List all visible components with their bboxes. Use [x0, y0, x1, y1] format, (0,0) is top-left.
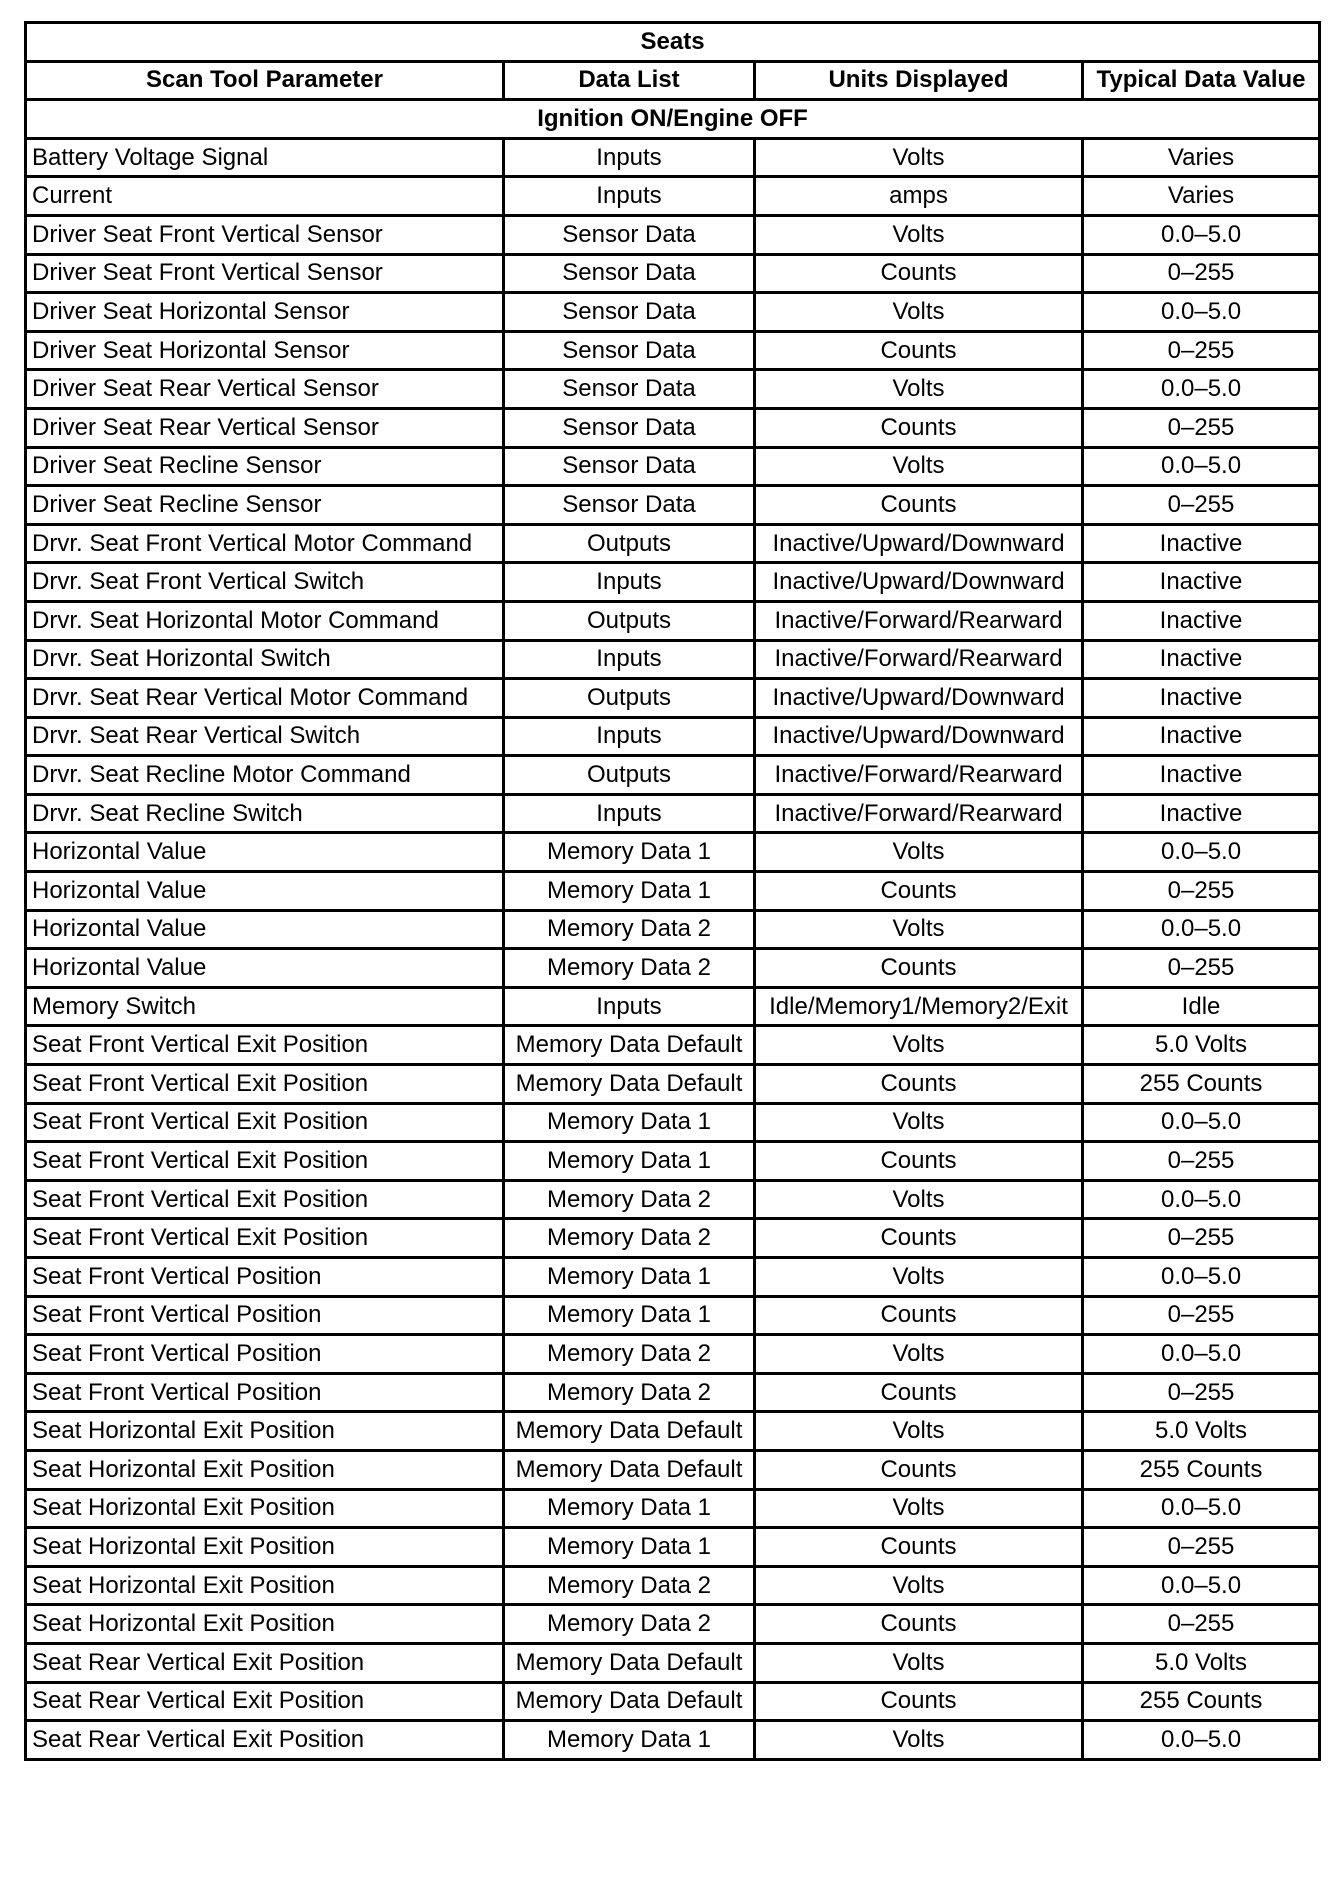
cell-parameter: Driver Seat Recline Sensor — [26, 447, 504, 486]
cell-parameter: Horizontal Value — [26, 833, 504, 872]
cell-data-list: Sensor Data — [504, 486, 755, 525]
cell-parameter: Drvr. Seat Front Vertical Motor Command — [26, 524, 504, 563]
table-body — [26, 23, 1320, 1760]
cell-parameter: Seat Front Vertical Position — [26, 1335, 504, 1374]
cell-parameter: Driver Seat Horizontal Sensor — [26, 293, 504, 332]
table-row — [26, 910, 1320, 949]
cell-typical-value: 0.0–5.0 — [1083, 1258, 1320, 1297]
cell-parameter: Seat Front Vertical Position — [26, 1373, 504, 1412]
cell-parameter: Seat Horizontal Exit Position — [26, 1489, 504, 1528]
table-row — [26, 601, 1320, 640]
cell-data-list: Sensor Data — [504, 254, 755, 293]
table-title: Seats — [26, 23, 1320, 62]
cell-data-list: Outputs — [504, 679, 755, 718]
table-row — [26, 717, 1320, 756]
table-row — [26, 177, 1320, 216]
cell-units: Counts — [755, 486, 1083, 525]
cell-typical-value: 0–255 — [1083, 1528, 1320, 1567]
cell-units: Volts — [755, 1335, 1083, 1374]
table-row — [26, 331, 1320, 370]
cell-parameter: Drvr. Seat Front Vertical Switch — [26, 563, 504, 602]
cell-data-list: Memory Data 1 — [504, 1721, 755, 1760]
cell-parameter: Seat Front Vertical Exit Position — [26, 1103, 504, 1142]
cell-parameter: Drvr. Seat Rear Vertical Switch — [26, 717, 504, 756]
cell-parameter: Horizontal Value — [26, 949, 504, 988]
cell-data-list: Inputs — [504, 640, 755, 679]
cell-data-list: Sensor Data — [504, 408, 755, 447]
table-row — [26, 138, 1320, 177]
cell-typical-value: 0.0–5.0 — [1083, 293, 1320, 332]
cell-units: Volts — [755, 1566, 1083, 1605]
table-row — [26, 679, 1320, 718]
cell-typical-value: Inactive — [1083, 794, 1320, 833]
header-data-list: Data List — [504, 61, 755, 100]
cell-parameter: Seat Horizontal Exit Position — [26, 1566, 504, 1605]
cell-typical-value: Varies — [1083, 138, 1320, 177]
cell-typical-value: 0–255 — [1083, 1605, 1320, 1644]
cell-data-list: Sensor Data — [504, 331, 755, 370]
table-row — [26, 293, 1320, 332]
cell-units: Counts — [755, 872, 1083, 911]
cell-parameter: Seat Front Vertical Exit Position — [26, 1180, 504, 1219]
cell-data-list: Memory Data 2 — [504, 1219, 755, 1258]
cell-data-list: Memory Data 1 — [504, 1528, 755, 1567]
cell-typical-value: Inactive — [1083, 717, 1320, 756]
cell-parameter: Current — [26, 177, 504, 216]
table-row — [26, 486, 1320, 525]
cell-typical-value: 0.0–5.0 — [1083, 215, 1320, 254]
table-row — [26, 563, 1320, 602]
cell-typical-value: Inactive — [1083, 524, 1320, 563]
seats-data-table — [24, 21, 1321, 1761]
cell-units: Volts — [755, 1103, 1083, 1142]
cell-typical-value: 255 Counts — [1083, 1065, 1320, 1104]
cell-units: Counts — [755, 949, 1083, 988]
cell-units: Volts — [755, 215, 1083, 254]
cell-units: Volts — [755, 1412, 1083, 1451]
cell-parameter: Drvr. Seat Recline Switch — [26, 794, 504, 833]
cell-units: Counts — [755, 1219, 1083, 1258]
cell-data-list: Outputs — [504, 601, 755, 640]
title-row — [26, 23, 1320, 62]
cell-data-list: Memory Data 2 — [504, 910, 755, 949]
cell-units: Counts — [755, 331, 1083, 370]
cell-units: Counts — [755, 1296, 1083, 1335]
cell-parameter: Drvr. Seat Rear Vertical Motor Command — [26, 679, 504, 718]
table-row — [26, 987, 1320, 1026]
cell-data-list: Inputs — [504, 138, 755, 177]
cell-data-list: Inputs — [504, 717, 755, 756]
cell-units: Counts — [755, 254, 1083, 293]
cell-typical-value: 0–255 — [1083, 486, 1320, 525]
cell-typical-value: 0–255 — [1083, 872, 1320, 911]
table-row — [26, 254, 1320, 293]
cell-typical-value: Inactive — [1083, 679, 1320, 718]
cell-units: Counts — [755, 1065, 1083, 1104]
cell-data-list: Sensor Data — [504, 370, 755, 409]
cell-units: Idle/Memory1/Memory2/Exit — [755, 987, 1083, 1026]
cell-units: Volts — [755, 910, 1083, 949]
table-row — [26, 1682, 1320, 1721]
section-row — [26, 100, 1320, 139]
table-row — [26, 1180, 1320, 1219]
cell-data-list: Memory Data 1 — [504, 872, 755, 911]
table-row — [26, 1296, 1320, 1335]
cell-data-list: Memory Data 1 — [504, 833, 755, 872]
cell-parameter: Drvr. Seat Recline Motor Command — [26, 756, 504, 795]
table-row — [26, 370, 1320, 409]
table-row — [26, 949, 1320, 988]
cell-typical-value: 0–255 — [1083, 1219, 1320, 1258]
table-row — [26, 1566, 1320, 1605]
cell-typical-value: 0.0–5.0 — [1083, 910, 1320, 949]
cell-units: Volts — [755, 1721, 1083, 1760]
cell-data-list: Memory Data Default — [504, 1026, 755, 1065]
table-row — [26, 756, 1320, 795]
cell-parameter: Seat Front Vertical Exit Position — [26, 1026, 504, 1065]
table-row — [26, 1721, 1320, 1760]
header-scan-tool-parameter: Scan Tool Parameter — [26, 61, 504, 100]
cell-parameter: Seat Horizontal Exit Position — [26, 1528, 504, 1567]
table-row — [26, 1528, 1320, 1567]
table-row — [26, 640, 1320, 679]
cell-data-list: Sensor Data — [504, 447, 755, 486]
cell-typical-value: 0–255 — [1083, 1142, 1320, 1181]
cell-parameter: Seat Rear Vertical Exit Position — [26, 1682, 504, 1721]
cell-units: Counts — [755, 1142, 1083, 1181]
table-row — [26, 1219, 1320, 1258]
cell-parameter: Memory Switch — [26, 987, 504, 1026]
cell-typical-value: 0–255 — [1083, 331, 1320, 370]
cell-typical-value: Inactive — [1083, 640, 1320, 679]
cell-typical-value: 0.0–5.0 — [1083, 370, 1320, 409]
cell-data-list: Outputs — [504, 756, 755, 795]
table-row — [26, 1412, 1320, 1451]
table-row — [26, 1103, 1320, 1142]
cell-units: Inactive/Forward/Rearward — [755, 640, 1083, 679]
cell-typical-value: Inactive — [1083, 601, 1320, 640]
cell-parameter: Seat Front Vertical Position — [26, 1296, 504, 1335]
cell-units: Inactive/Forward/Rearward — [755, 601, 1083, 640]
cell-data-list: Memory Data Default — [504, 1065, 755, 1104]
cell-parameter: Driver Seat Front Vertical Sensor — [26, 215, 504, 254]
cell-data-list: Memory Data Default — [504, 1682, 755, 1721]
table-row — [26, 1142, 1320, 1181]
cell-units: Inactive/Upward/Downward — [755, 563, 1083, 602]
cell-units: Inactive/Forward/Rearward — [755, 794, 1083, 833]
cell-units: Counts — [755, 1373, 1083, 1412]
cell-typical-value: Inactive — [1083, 756, 1320, 795]
cell-units: Volts — [755, 1258, 1083, 1297]
table-row — [26, 833, 1320, 872]
cell-units: Volts — [755, 293, 1083, 332]
cell-data-list: Memory Data 1 — [504, 1489, 755, 1528]
header-row — [26, 61, 1320, 100]
cell-typical-value: 255 Counts — [1083, 1450, 1320, 1489]
cell-parameter: Seat Horizontal Exit Position — [26, 1605, 504, 1644]
table-row — [26, 1065, 1320, 1104]
cell-data-list: Memory Data 2 — [504, 1566, 755, 1605]
cell-units: Inactive/Upward/Downward — [755, 679, 1083, 718]
cell-parameter: Driver Seat Front Vertical Sensor — [26, 254, 504, 293]
table-row — [26, 1026, 1320, 1065]
cell-typical-value: 5.0 Volts — [1083, 1412, 1320, 1451]
cell-typical-value: Varies — [1083, 177, 1320, 216]
cell-parameter: Seat Rear Vertical Exit Position — [26, 1643, 504, 1682]
cell-units: Volts — [755, 447, 1083, 486]
cell-typical-value: Idle — [1083, 987, 1320, 1026]
cell-typical-value: 0–255 — [1083, 1373, 1320, 1412]
cell-typical-value: 0.0–5.0 — [1083, 1489, 1320, 1528]
cell-typical-value: 0–255 — [1083, 1296, 1320, 1335]
cell-data-list: Inputs — [504, 987, 755, 1026]
cell-data-list: Memory Data Default — [504, 1450, 755, 1489]
cell-typical-value: 0.0–5.0 — [1083, 447, 1320, 486]
cell-data-list: Memory Data 2 — [504, 1605, 755, 1644]
cell-typical-value: 0.0–5.0 — [1083, 1335, 1320, 1374]
table-row — [26, 408, 1320, 447]
table-row — [26, 447, 1320, 486]
cell-typical-value: 0–255 — [1083, 949, 1320, 988]
cell-units: Counts — [755, 408, 1083, 447]
cell-units: Counts — [755, 1682, 1083, 1721]
cell-units: Volts — [755, 833, 1083, 872]
cell-data-list: Outputs — [504, 524, 755, 563]
table-row — [26, 1258, 1320, 1297]
cell-data-list: Memory Data Default — [504, 1643, 755, 1682]
cell-parameter: Battery Voltage Signal — [26, 138, 504, 177]
cell-units: amps — [755, 177, 1083, 216]
cell-units: Volts — [755, 1026, 1083, 1065]
table-row — [26, 524, 1320, 563]
cell-data-list: Inputs — [504, 177, 755, 216]
cell-units: Inactive/Forward/Rearward — [755, 756, 1083, 795]
cell-typical-value: 5.0 Volts — [1083, 1026, 1320, 1065]
table-row — [26, 1489, 1320, 1528]
cell-data-list: Memory Data 2 — [504, 1180, 755, 1219]
table-row — [26, 1643, 1320, 1682]
cell-units: Volts — [755, 1489, 1083, 1528]
cell-parameter: Horizontal Value — [26, 910, 504, 949]
cell-typical-value: 0–255 — [1083, 254, 1320, 293]
cell-data-list: Memory Data 2 — [504, 1335, 755, 1374]
cell-parameter: Driver Seat Recline Sensor — [26, 486, 504, 525]
cell-parameter: Drvr. Seat Horizontal Switch — [26, 640, 504, 679]
cell-units: Volts — [755, 1180, 1083, 1219]
cell-data-list: Sensor Data — [504, 215, 755, 254]
table-row — [26, 1605, 1320, 1644]
table-row — [26, 1335, 1320, 1374]
cell-parameter: Driver Seat Rear Vertical Sensor — [26, 408, 504, 447]
table-row — [26, 215, 1320, 254]
cell-units: Counts — [755, 1450, 1083, 1489]
cell-units: Volts — [755, 1643, 1083, 1682]
cell-data-list: Inputs — [504, 563, 755, 602]
cell-parameter: Seat Front Vertical Exit Position — [26, 1142, 504, 1181]
cell-parameter: Seat Rear Vertical Exit Position — [26, 1721, 504, 1760]
cell-units: Volts — [755, 138, 1083, 177]
cell-typical-value: 0.0–5.0 — [1083, 1180, 1320, 1219]
cell-parameter: Horizontal Value — [26, 872, 504, 911]
cell-typical-value: 0–255 — [1083, 408, 1320, 447]
cell-units: Counts — [755, 1528, 1083, 1567]
cell-data-list: Sensor Data — [504, 293, 755, 332]
cell-parameter: Drvr. Seat Horizontal Motor Command — [26, 601, 504, 640]
header-units-displayed: Units Displayed — [755, 61, 1083, 100]
cell-parameter: Seat Front Vertical Position — [26, 1258, 504, 1297]
header-typical-data-value: Typical Data Value — [1083, 61, 1320, 100]
cell-data-list: Memory Data 1 — [504, 1142, 755, 1181]
cell-typical-value: 0.0–5.0 — [1083, 1721, 1320, 1760]
cell-parameter: Seat Front Vertical Exit Position — [26, 1065, 504, 1104]
cell-parameter: Seat Front Vertical Exit Position — [26, 1219, 504, 1258]
cell-parameter: Seat Horizontal Exit Position — [26, 1450, 504, 1489]
cell-data-list: Memory Data 1 — [504, 1296, 755, 1335]
table-row — [26, 794, 1320, 833]
cell-data-list: Memory Data Default — [504, 1412, 755, 1451]
cell-parameter: Driver Seat Rear Vertical Sensor — [26, 370, 504, 409]
cell-data-list: Memory Data 2 — [504, 1373, 755, 1412]
cell-units: Counts — [755, 1605, 1083, 1644]
cell-data-list: Memory Data 1 — [504, 1258, 755, 1297]
cell-data-list: Memory Data 1 — [504, 1103, 755, 1142]
cell-units: Inactive/Upward/Downward — [755, 717, 1083, 756]
cell-typical-value: 0.0–5.0 — [1083, 1103, 1320, 1142]
cell-typical-value: Inactive — [1083, 563, 1320, 602]
cell-parameter: Seat Horizontal Exit Position — [26, 1412, 504, 1451]
table-row — [26, 1373, 1320, 1412]
cell-units: Volts — [755, 370, 1083, 409]
cell-typical-value: 5.0 Volts — [1083, 1643, 1320, 1682]
section-label: Ignition ON/Engine OFF — [26, 100, 1320, 139]
cell-data-list: Inputs — [504, 794, 755, 833]
table-row — [26, 872, 1320, 911]
cell-typical-value: 0.0–5.0 — [1083, 833, 1320, 872]
cell-parameter: Driver Seat Horizontal Sensor — [26, 331, 504, 370]
cell-typical-value: 255 Counts — [1083, 1682, 1320, 1721]
cell-typical-value: 0.0–5.0 — [1083, 1566, 1320, 1605]
cell-units: Inactive/Upward/Downward — [755, 524, 1083, 563]
cell-data-list: Memory Data 2 — [504, 949, 755, 988]
table-row — [26, 1450, 1320, 1489]
